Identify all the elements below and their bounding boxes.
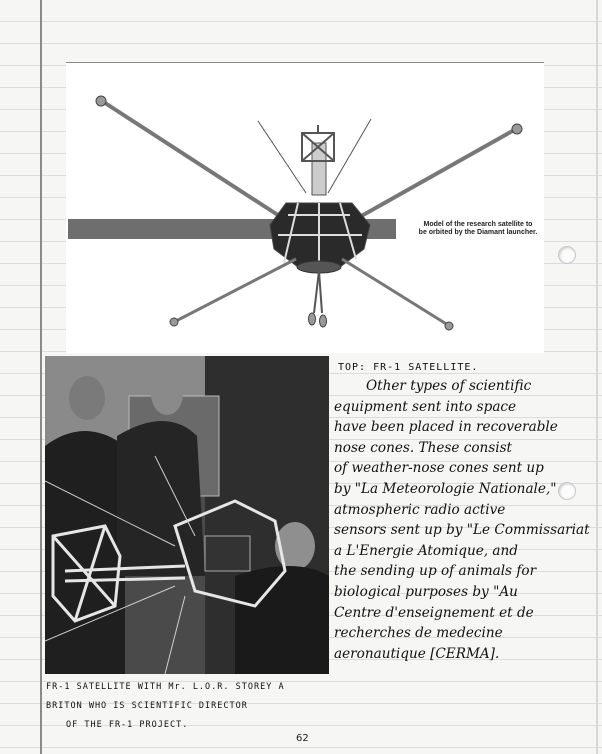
page-number: 62 [296, 733, 309, 744]
caption-line: OF THE FR-1 PROJECT. [66, 720, 189, 730]
note-line: atmospheric radio active [334, 501, 506, 518]
note-line: equipment sent into space [334, 398, 517, 415]
caption-line: be orbited by the Diamant launcher. [418, 229, 538, 236]
satellite-model-image [66, 63, 544, 353]
note-line: nose cones. These consist [334, 439, 513, 456]
note-line: Centre d'enseignement et de [334, 604, 534, 621]
note-line: the sending up of animals for [334, 563, 537, 580]
note-line: by "La Meteorologie Nationale," [334, 480, 557, 497]
punch-hole-top [558, 246, 576, 264]
photo-image [45, 356, 329, 674]
note-line: a L'Energie Atomique, and [334, 542, 518, 559]
note-line: have been placed in recoverable [334, 419, 558, 436]
satellite-illustration-clipping [66, 62, 544, 353]
note-line: aeronautique [CERMA]. [334, 645, 500, 662]
margin-rule [40, 0, 42, 754]
handwritten-notes [334, 376, 602, 664]
caption-line: BRITON WHO IS SCIENTIFIC DIRECTOR [46, 701, 248, 711]
note-line: Other types of scientific [366, 378, 532, 394]
photo-caption [46, 678, 285, 735]
caption-line: Model of the research satellite to [423, 221, 533, 228]
fr1-photo-clipping [45, 356, 329, 674]
note-line: of weather-nose cones sent up [334, 460, 544, 477]
note-line: biological purposes by "Au [334, 583, 518, 600]
notes-heading: TOP: FR-1 SATELLITE. [338, 362, 479, 373]
note-line: sensors sent up by "Le Commissariat [334, 522, 590, 539]
model-caption [412, 221, 544, 237]
note-line: recherches de medecine [334, 625, 503, 642]
caption-line: FR-1 SATELLITE WITH Mr. L.O.R. STOREY A [46, 682, 285, 692]
